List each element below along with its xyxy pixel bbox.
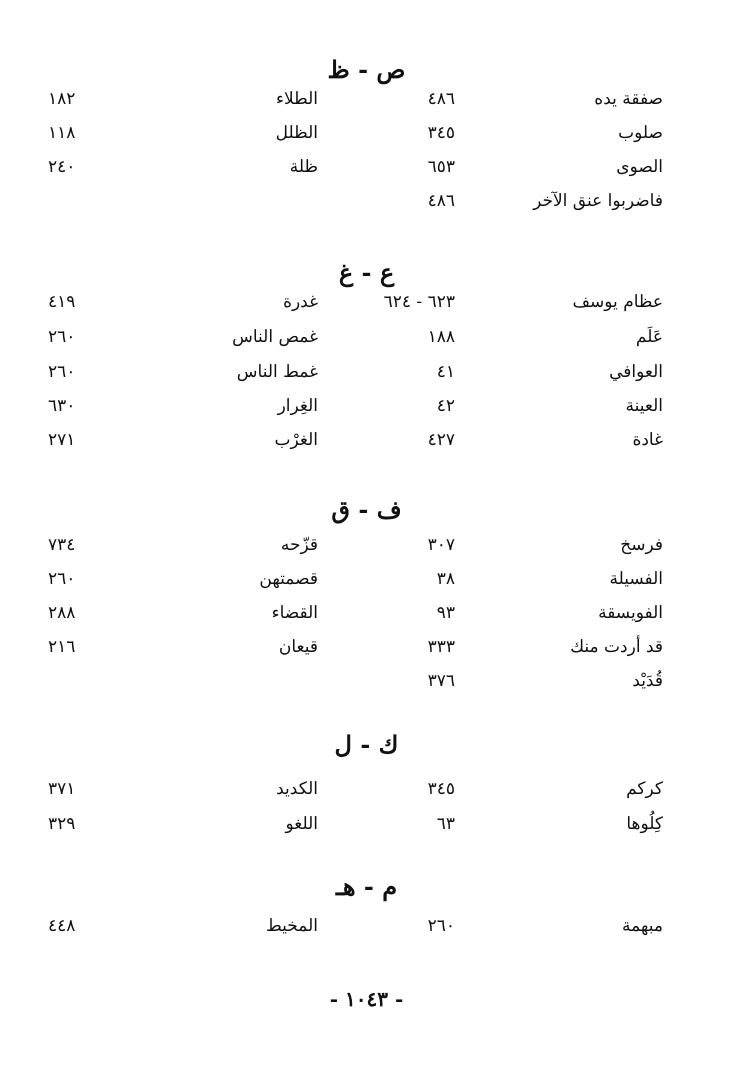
section-heading: ف - ق (331, 495, 402, 524)
index-row (0, 667, 733, 701)
index-row (0, 426, 733, 460)
entry-page: ١٨٨ (427, 327, 455, 347)
index-row (0, 85, 733, 119)
entry-term: القضاء (271, 603, 318, 623)
index-row (0, 775, 733, 809)
section-heading: م - هـ (335, 872, 398, 901)
index-row (0, 599, 733, 633)
entry-page: ٦٣٠ (48, 396, 76, 416)
entry-page: ٤٢ (436, 396, 455, 416)
entry-term: قيعان (278, 637, 318, 657)
entry-page: ٢٨٨ (48, 603, 76, 623)
index-row (0, 912, 733, 946)
entry-page: ٣٣٣ (427, 637, 455, 657)
index-row (0, 119, 733, 153)
entry-term: المخيط (266, 916, 318, 936)
entry-page: ٤٨٦ (427, 191, 455, 211)
entry-term: الطلاء (276, 89, 318, 109)
entry-term: الفسيلة (609, 569, 663, 589)
entry-page: ٩٣ (436, 603, 455, 623)
index-row (0, 323, 733, 357)
entry-term: غمص الناس (232, 327, 318, 347)
entry-term: صفقة يده (594, 89, 663, 109)
entry-term: مبهمة (621, 916, 663, 936)
entry-page: ٦٢٣ - ٦٢٤ (383, 292, 455, 312)
entry-page: ٣٨ (436, 569, 455, 589)
entry-page: ٤٨٦ (427, 89, 455, 109)
entry-page: ٣٧١ (48, 779, 76, 799)
entry-term: قزّحه (280, 535, 318, 555)
entry-term: الفويسقة (598, 603, 663, 623)
entry-page: ٢١٦ (48, 637, 76, 657)
entry-page: ٣٢٩ (48, 814, 76, 834)
index-row (0, 288, 733, 322)
entry-term: قصمتهن (259, 569, 318, 589)
entry-page: ٦٥٣ (427, 157, 455, 177)
index-row (0, 358, 733, 392)
entry-page: ٢٦٠ (48, 362, 76, 382)
entry-term: كِلُوها (626, 814, 663, 834)
entry-term: عظام يوسف (572, 292, 663, 312)
index-row (0, 565, 733, 599)
index-row (0, 531, 733, 565)
entry-page: ٢٤٠ (48, 157, 76, 177)
entry-term: الغِرار (277, 396, 318, 416)
entry-term: غدرة (283, 292, 318, 312)
entry-term: اللغو (285, 814, 318, 834)
entry-page: ٣٤٥ (427, 779, 455, 799)
section-heading: ص - ظ (327, 55, 406, 84)
entry-term: الكديد (276, 779, 318, 799)
entry-page: ٢٦٠ (48, 327, 76, 347)
entry-term: كركم (626, 779, 663, 799)
entry-term: ظلة (289, 157, 318, 177)
entry-page: ٦٣ (436, 814, 455, 834)
index-row (0, 633, 733, 667)
entry-term: الغرْب (274, 430, 318, 450)
entry-term: صلوب (618, 123, 663, 143)
entry-page: ٤٢٧ (427, 430, 455, 450)
entry-page: ١١٨ (48, 123, 76, 143)
section-heading: ك - ل (334, 730, 399, 759)
entry-term: العوافي (609, 362, 663, 382)
entry-term: قُدَيْد (632, 671, 663, 691)
entry-page: ١٨٢ (48, 89, 76, 109)
entry-term: العينة (625, 396, 663, 416)
entry-term: قد أردت منك (570, 637, 663, 657)
entry-page: ٣٤٥ (427, 123, 455, 143)
entry-term: عَلَم (635, 327, 663, 347)
entry-term: فرسخ (620, 535, 663, 555)
entry-term: الصوى (616, 157, 663, 177)
entry-term: الظلل (275, 123, 318, 143)
entry-page: ٤٤٨ (48, 916, 76, 936)
entry-page: ٧٣٤ (48, 535, 76, 555)
index-row (0, 187, 733, 221)
entry-page: ٣٧٦ (427, 671, 455, 691)
entry-page: ٢٧١ (48, 430, 76, 450)
entry-page: ٢٦٠ (48, 569, 76, 589)
entry-page: ٣٠٧ (427, 535, 455, 555)
entry-page: ٤١٩ (48, 292, 76, 312)
index-row (0, 392, 733, 426)
entry-page: ٢٦٠ (427, 916, 455, 936)
entry-term: فاضربوا عنق الآخر (533, 191, 663, 211)
index-row (0, 810, 733, 844)
section-heading: ع - غ (338, 258, 395, 287)
entry-page: ٤١ (436, 362, 455, 382)
page-number: - ١٠٤٣ - (329, 987, 404, 1011)
entry-term: غمط الناس (236, 362, 318, 382)
index-row (0, 153, 733, 187)
entry-term: غادة (632, 430, 663, 450)
